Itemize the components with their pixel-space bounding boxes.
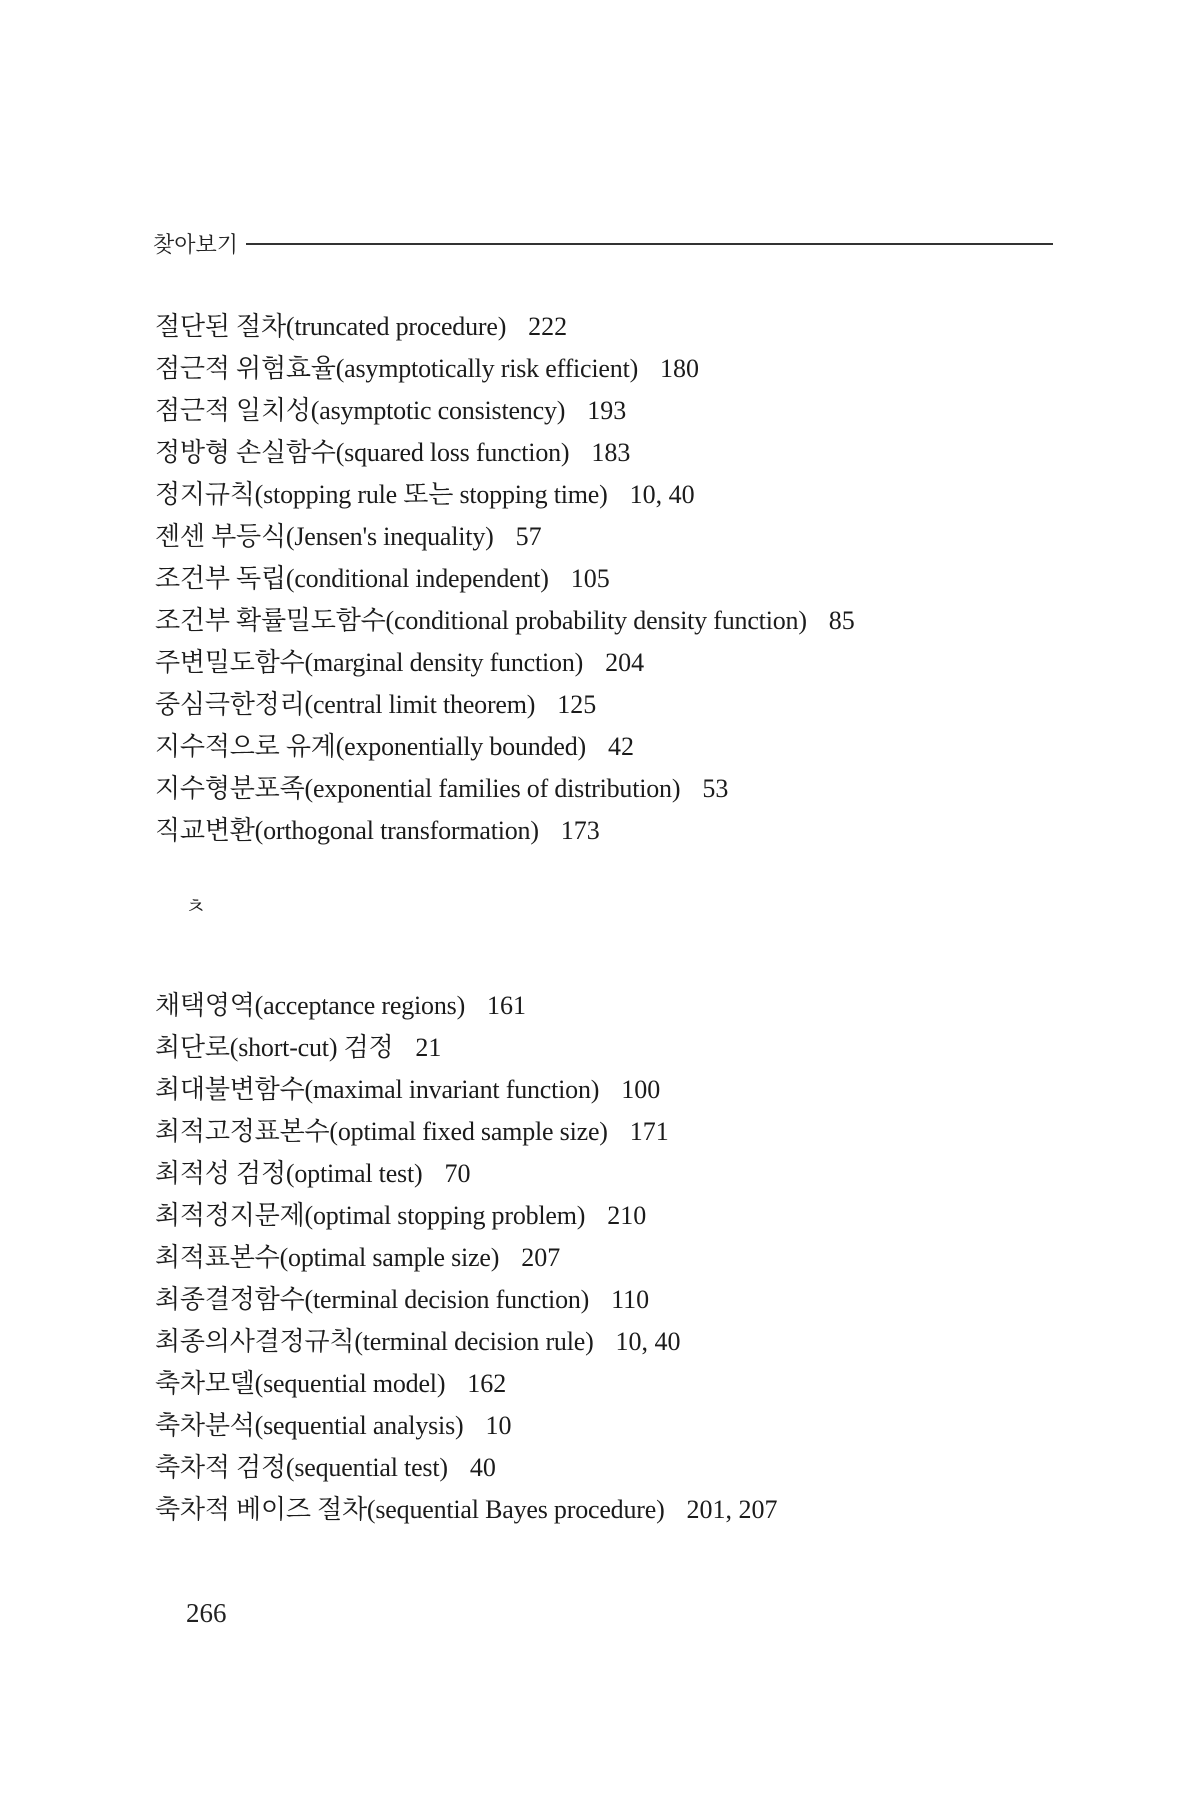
index-entry: [155, 600, 1155, 642]
index-entry: [155, 474, 1155, 516]
index-entry-term: 지수적으로 유계(exponentially bounded): [155, 732, 586, 761]
index-entry: [155, 1321, 1155, 1363]
index-entry-term: 주변밀도함수(marginal density function): [155, 648, 584, 677]
index-entry: [155, 1237, 1155, 1279]
index-entry: [155, 1363, 1155, 1405]
index-entry: [155, 1279, 1155, 1321]
index-entry: [155, 1447, 1155, 1489]
index-entry: [155, 558, 1155, 600]
index-section: [155, 306, 1155, 852]
index-entry-term: 최단로(short-cut) 검정: [155, 1033, 394, 1062]
index-entry: [155, 726, 1155, 768]
index-entry-pages: 125: [557, 690, 597, 719]
index-entry-pages: 183: [591, 438, 631, 467]
index-entry: [155, 1405, 1155, 1447]
index-entry-pages: 85: [828, 606, 855, 635]
index-entry: [155, 1111, 1155, 1153]
index-entry-term: 최적성 검정(optimal test): [155, 1159, 423, 1188]
index-entry-pages: 21: [415, 1033, 442, 1062]
index-entry: [155, 348, 1155, 390]
index-entry-pages: 57: [515, 522, 542, 551]
index-entry-pages: 161: [487, 991, 527, 1020]
index-entry: [155, 1027, 1155, 1069]
index-entry-pages: 180: [660, 354, 700, 383]
index-entry-pages: 10: [485, 1411, 512, 1440]
index-entry-term: 중심극한정리(central limit theorem): [155, 690, 536, 719]
index-entry-term: 정방형 손실함수(squared loss function): [155, 438, 570, 467]
page-number: 266: [186, 1598, 227, 1628]
running-header: [153, 225, 1053, 261]
index-entry-pages: 193: [587, 396, 627, 425]
index-entry-pages: 171: [629, 1117, 669, 1146]
index-entry-pages: 201, 207: [686, 1495, 778, 1524]
index-entry-term: 축차적 검정(sequential test): [155, 1453, 448, 1482]
index-entry-pages: 105: [570, 564, 610, 593]
index-entry: [155, 516, 1155, 558]
index-entry-pages: 110: [611, 1285, 650, 1314]
index-entry-term: 젠센 부등식(Jensen's inequality): [155, 522, 494, 551]
index-entry-term: 점근적 위험효율(asymptotically risk efficient): [155, 354, 639, 383]
index-entry: [155, 1489, 1155, 1531]
index-entry: [155, 432, 1155, 474]
index-entry: [155, 390, 1155, 432]
index-entry-pages: 42: [607, 732, 634, 761]
index-entry-pages: 70: [444, 1159, 471, 1188]
index-entry-term: 최종의사결정규칙(terminal decision rule): [155, 1327, 594, 1356]
index-entry-pages: 204: [605, 648, 645, 677]
index-entry: [155, 1153, 1155, 1195]
index-entry-term: 최대불변함수(maximal invariant function): [155, 1075, 600, 1104]
index-entry-pages: 40: [469, 1453, 496, 1482]
index-entry-pages: 207: [521, 1243, 561, 1272]
index-entry-pages: 10, 40: [615, 1327, 681, 1356]
index-entry-term: 최적고정표본수(optimal fixed sample size): [155, 1117, 608, 1146]
section-letter: ㅊ: [185, 895, 207, 920]
index-entry-term: 축차분석(sequential analysis): [155, 1411, 464, 1440]
index-entry-term: 축차적 베이즈 절차(sequential Bayes procedure): [155, 1495, 665, 1524]
index-entry: [155, 1195, 1155, 1237]
index-entry-term: 절단된 절차(truncated procedure): [155, 312, 507, 341]
index-entry-pages: 162: [467, 1369, 507, 1398]
index-entry: [155, 810, 1155, 852]
index-entry-pages: 100: [621, 1075, 661, 1104]
index-entry-term: 최적표본수(optimal sample size): [155, 1243, 500, 1272]
index-entry-term: 채택영역(acceptance regions): [155, 991, 466, 1020]
index-entry: [155, 642, 1155, 684]
index-entry-pages: 10, 40: [629, 480, 695, 509]
index-entry-term: 조건부 확률밀도함수(conditional probability density function): [155, 606, 807, 635]
index-entry-pages: 173: [560, 816, 600, 845]
index-entry-term: 축차모델(sequential model): [155, 1369, 446, 1398]
index-entry-term: 지수형분포족(exponential families of distribution): [155, 774, 681, 803]
index-entry-term: 최적정지문제(optimal stopping problem): [155, 1201, 586, 1230]
index-entry-term: 직교변환(orthogonal transformation): [155, 816, 539, 845]
index-entry-pages: 222: [528, 312, 568, 341]
index-entry-pages: 210: [607, 1201, 647, 1230]
header-rule: [246, 243, 1053, 245]
index-entry-term: 정지규칙(stopping rule 또는 stopping time): [155, 480, 608, 509]
index-entry: [155, 768, 1155, 810]
index-entry-pages: 53: [702, 774, 729, 803]
index-entry: [155, 985, 1155, 1027]
index-entry: [155, 306, 1155, 348]
index-entry: [155, 684, 1155, 726]
index-entry: [155, 1069, 1155, 1111]
header-title: 찾아보기: [153, 232, 239, 258]
index-section: [155, 985, 1155, 1531]
index-entry-term: 최종결정함수(terminal decision function): [155, 1285, 590, 1314]
index-entry-term: 조건부 독립(conditional independent): [155, 564, 549, 593]
index-entry-term: 점근적 일치성(asymptotic consistency): [155, 396, 566, 425]
